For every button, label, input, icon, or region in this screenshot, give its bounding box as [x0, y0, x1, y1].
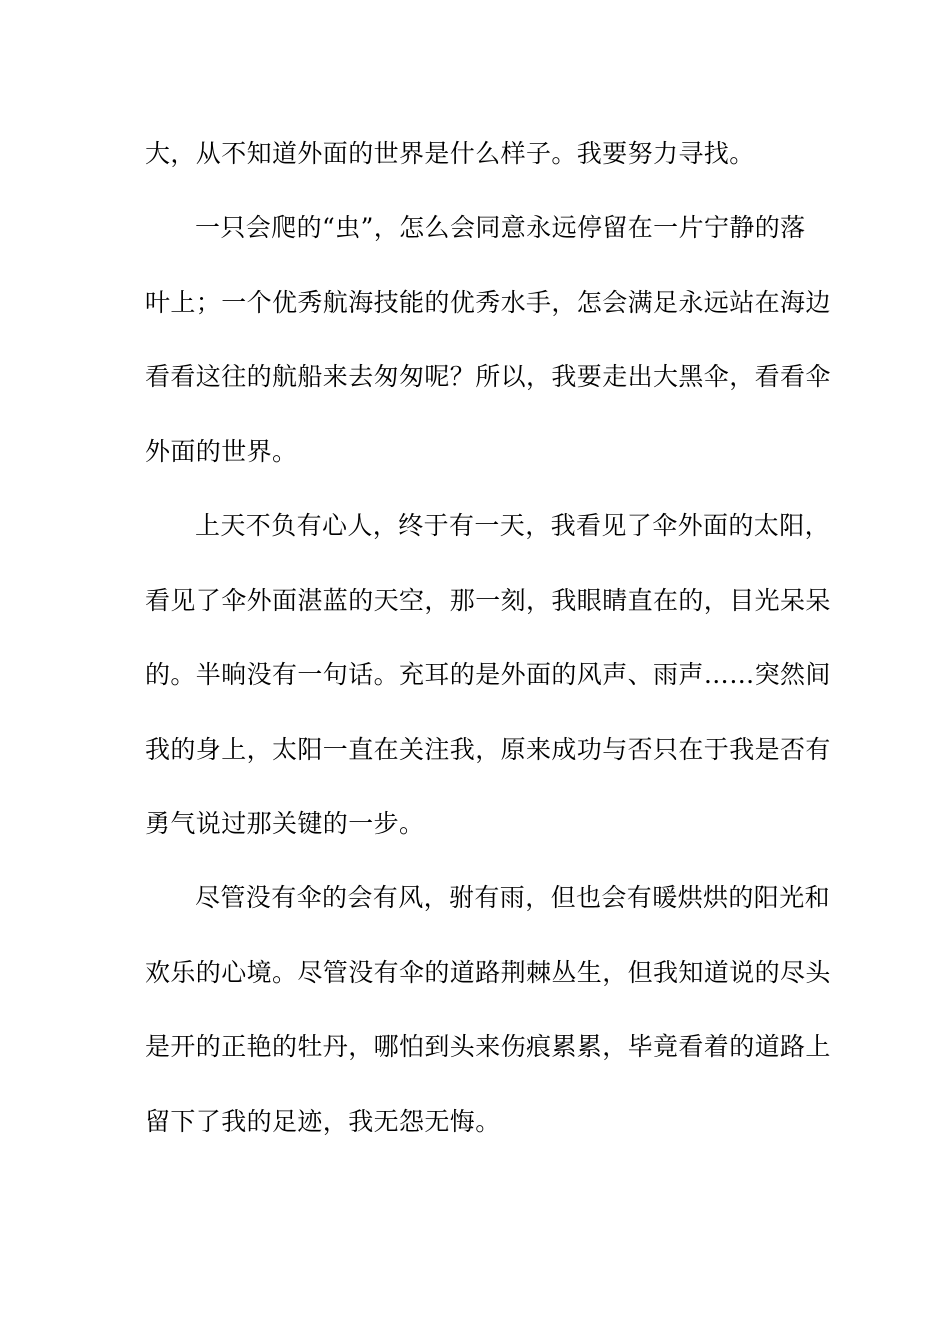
paragraph-1-line-1: 大，从不知道外面的世界是什么样子。我要努力寻找。 — [145, 139, 755, 168]
paragraph-3-line-4: 我的身上，太阳一直在关注我，原来成功与否只在于我是否有 — [145, 735, 831, 764]
paragraph-2-line-2: 叶上；一个优秀航海技能的优秀水手，怎会满足永远站在海边 — [145, 288, 831, 317]
paragraph-3-line-3: 的。半晌没有一句话。充耳的是外面的风声、雨声……突然间 — [145, 660, 831, 689]
paragraph-3-line-1: 上天不负有心人，终于有一天，我看见了伞外面的太阳， — [195, 511, 831, 540]
paragraph-2-line-4: 外面的世界。 — [145, 437, 298, 466]
paragraph-2-line-1: 一只会爬的“虫”，怎么会同意永远停留在一片宁静的落 — [195, 213, 806, 242]
paragraph-3-line-2: 看见了伞外面湛蓝的天空，那一刻，我眼睛直在的，目光呆呆 — [145, 586, 831, 615]
paragraph-4-line-3: 是开的正艳的牡丹，哪怕到头来伤痕累累，毕竟看着的道路上 — [145, 1032, 831, 1061]
paragraph-2-line-3: 看看这往的航船来去匆匆呢？所以，我要走出大黑伞，看看伞 — [145, 362, 831, 391]
paragraph-3-line-5: 勇气说过那关键的一步。 — [145, 809, 425, 838]
paragraph-4-line-1: 尽管没有伞的会有风，驸有雨，但也会有暖烘烘的阳光和 — [195, 883, 831, 912]
paragraph-4-line-2: 欢乐的心境。尽管没有伞的道路荆棘丛生，但我知道说的尽头 — [145, 958, 831, 987]
paragraph-4-line-4: 留下了我的足迹，我无怨无悔。 — [145, 1107, 501, 1136]
